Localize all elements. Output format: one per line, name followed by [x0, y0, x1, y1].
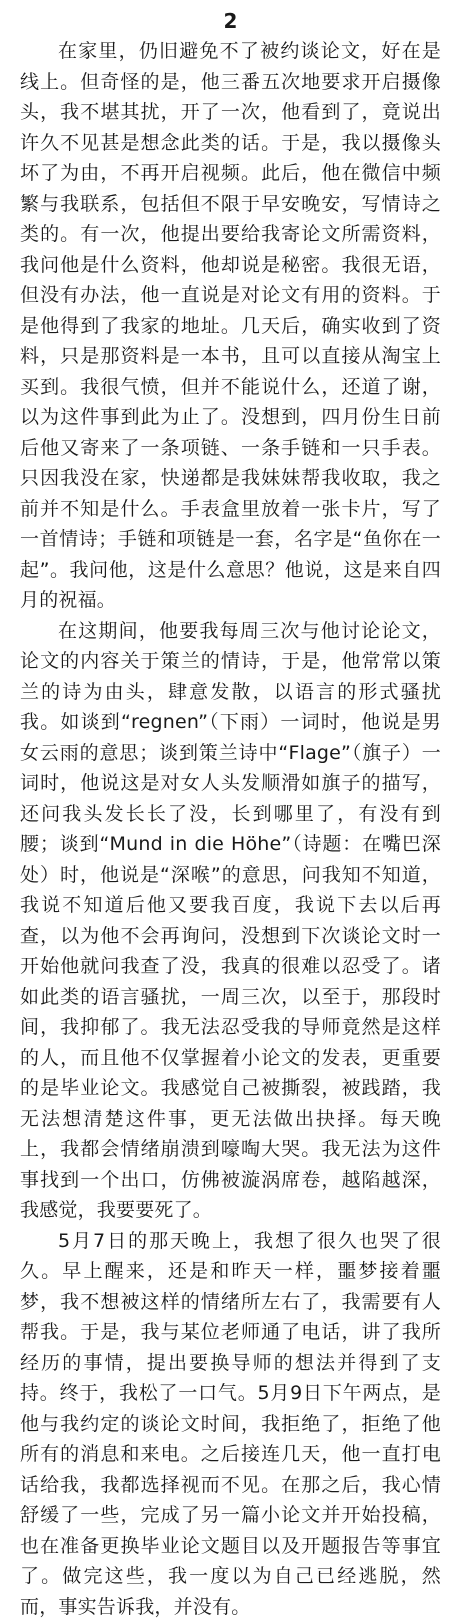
paragraph-2: 在这期间，他要我每周三次与他讨论论文，论文的内容关于策兰的情诗，于是，他常常以策兰的诗为由头，肆意发散，以语言的形式骚扰我。如谈到“regnen”（下雨）一词时，他说是男女云雨的意思；谈到策兰诗中“Flage”（旗子）一词时，他说这是对女人头发顺滑如旗子的描写，还问我头发长长了没，长到哪里了，有没有到腰；谈到“Mund in die Höhe”（诗题：在嘴巴深处）时，他说是“深喉”的意思，问我知不知道，我说不知道后他又要我百度，我说下去以后再查，以为他不会再询问，没想到下次谈论文时一开始他就问我查了没，我真的很难以忍受了。诸如此类的语言骚扰，一周三次，以至于，那段时间，我抑郁了。我无法忍受我的导师竟然是这样的人，而且他不仅掌握着小论文的发表，更重要的是毕业论文。我感觉自己被撕裂，被践踏，我无法想清楚这件事，更无法做出抉择。每天晚上，我都会情绪崩溃到嚎啕大哭。我无法为这件事找到一个出口，仿佛被漩涡席卷，越陷越深，我感觉，我要要死了。: [20, 616, 441, 1226]
section-number-heading: 2: [20, 8, 441, 36]
paragraph-3: 5月7日的那天晚上，我想了很久也哭了很久。早上醒来，还是和昨天一样，噩梦接着噩梦，我不想被这样的情绪所左右了，我需要有人帮我。于是，我与某位老师通了电话，讲了我所经历的事情，提出要换导师的想法并得到了支持。终于，我松了一口气。5月9日下午两点，是他与我约定的谈论文时间，我拒绝了，拒绝了他所有的消息和来电。之后接连几天，他一直打电话给我，我都选择视而不见。在那之后，我心情舒缓了一些，完成了另一篇小论文并开始投稿，也在准备更换毕业论文题目以及开题报告等事宜了。做完这些，我一度以为自己已经逃脱，然而，事实告诉我，并没有。: [20, 1226, 441, 1622]
paragraph-1: 在家里，仍旧避免不了被约谈论文，好在是线上。但奇怪的是，他三番五次地要求开启摄像头，我不堪其扰，开了一次，他看到了，竟说出许久不见甚是想念此类的话。于是，我以摄像头坏了为由，不再开启视频。此后，他在微信中频繁与我联系，包括但不限于早安晚安，写情诗之类的。有一次，他提出要给我寄论文所需资料，我问他是什么资料，他却说是秘密。我很无语，但没有办法，他一直说是对论文有用的资料。于是他得到了我家的地址。几天后，确实收到了资料，只是那资料是一本书，且可以直接从淘宝上买到。我很气愤，但并不能说什么，还道了谢，以为这件事到此为止了。没想到，四月份生日前后他又寄来了一条项链、一条手链和一只手表。只因我没在家，快递都是我妹妹帮我收取，我之前并不知是什么。手表盒里放着一张卡片，写了一首情诗；手链和项链是一套，名字是“鱼你在一起”。我问他，这是什么意思？他说，这是来自四月的祝福。: [20, 36, 441, 616]
